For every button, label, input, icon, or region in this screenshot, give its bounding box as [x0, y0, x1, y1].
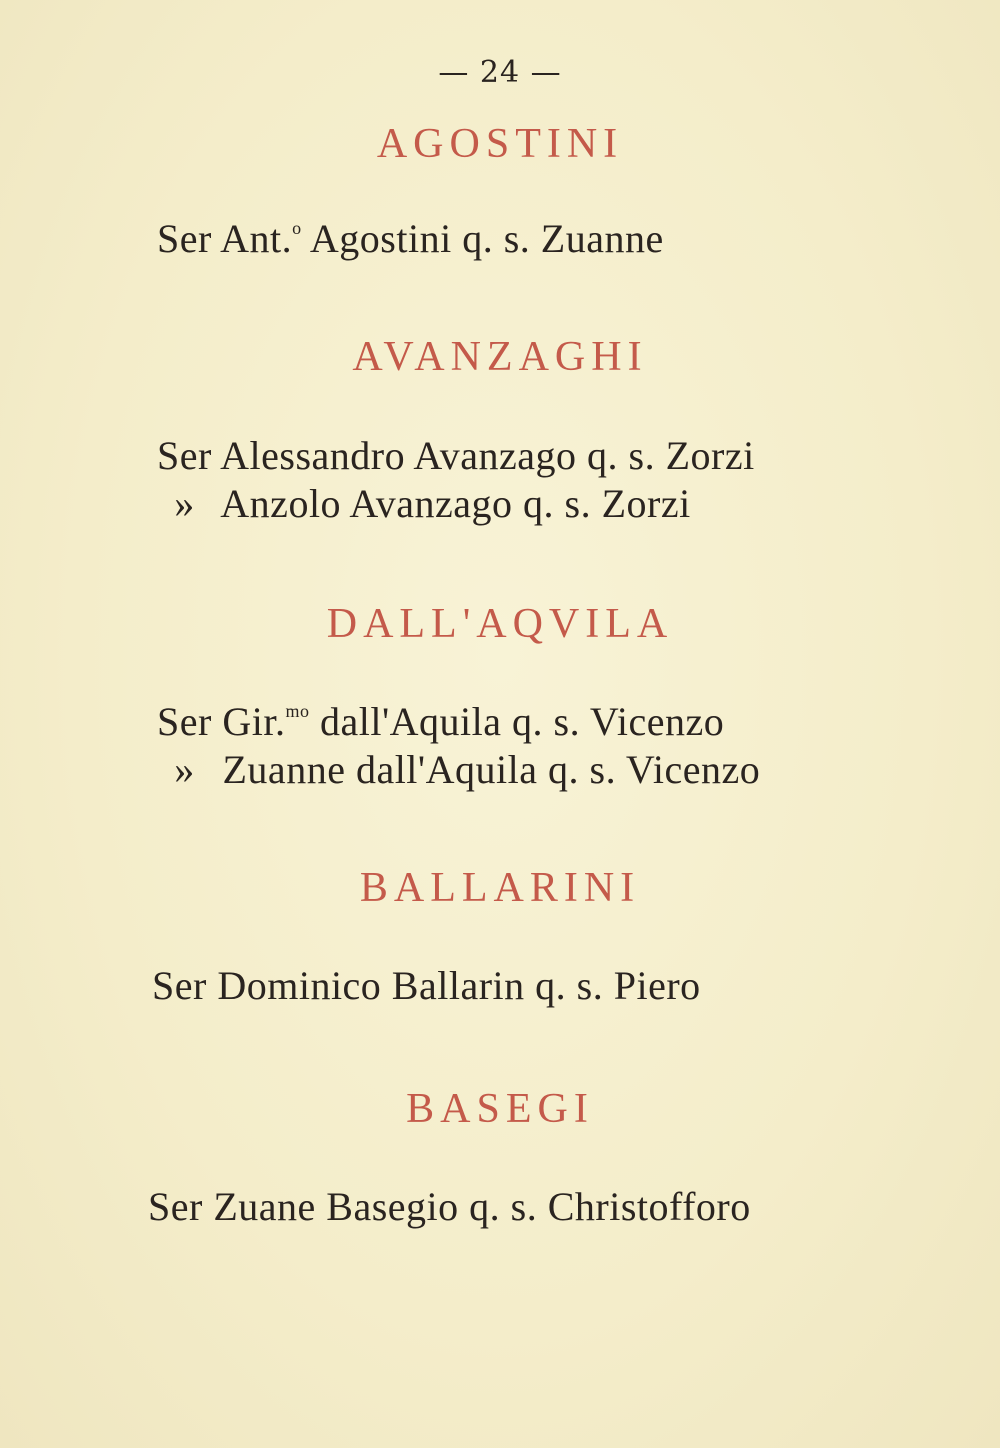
entry-name: Zuane Basegio q. s. Christofforo [213, 1184, 751, 1229]
entry-superscript: mo [285, 701, 310, 721]
bleed-through-decoration [150, 175, 870, 216]
ditto-mark: » [174, 481, 195, 526]
entry-name: Ant. [220, 216, 293, 261]
family-heading-ballarini: BALLARINI [359, 865, 641, 911]
entry-name: Zuanne dall'Aquila q. s. Vicenzo [222, 747, 761, 792]
family-heading-dallaqvila: DALL'AQVILA [326, 601, 674, 647]
entry-prefix: Ser [148, 1184, 203, 1229]
entry-name: Dominico Ballarin q. s. Piero [217, 963, 701, 1008]
entry-avanzaghi-2 [157, 480, 691, 527]
family-heading-agostini: AGOSTINI [376, 121, 624, 167]
entry-prefix: Ser [157, 216, 212, 261]
entry-basegi-1 [148, 1183, 751, 1230]
page-number: — 24 — [438, 55, 562, 90]
entry-name: Alessandro Avanzago q. s. Zorzi [220, 433, 755, 478]
ditto-mark: » [174, 747, 195, 792]
entry-agostini-1 [157, 215, 664, 262]
entry-rest: dall'Aquila q. s. Vicenzo [309, 699, 725, 744]
entry-dallaqvila-1 [157, 698, 724, 745]
entry-avanzaghi-1 [157, 432, 755, 479]
entry-rest: Agostini q. s. Zuanne [301, 216, 664, 261]
entry-prefix: Ser [157, 699, 212, 744]
entry-name: Gir. [222, 699, 286, 744]
entry-prefix: Ser [157, 433, 212, 478]
entry-prefix: Ser [152, 963, 207, 1008]
family-heading-avanzaghi: AVANZAGHI [352, 334, 648, 380]
entry-superscript: o [292, 218, 302, 238]
entry-name: Anzolo Avanzago q. s. Zorzi [220, 481, 691, 526]
entry-dallaqvila-2 [157, 746, 760, 793]
family-heading-basegi: BASEGI [406, 1086, 594, 1132]
entry-ballarini-1 [152, 962, 701, 1009]
